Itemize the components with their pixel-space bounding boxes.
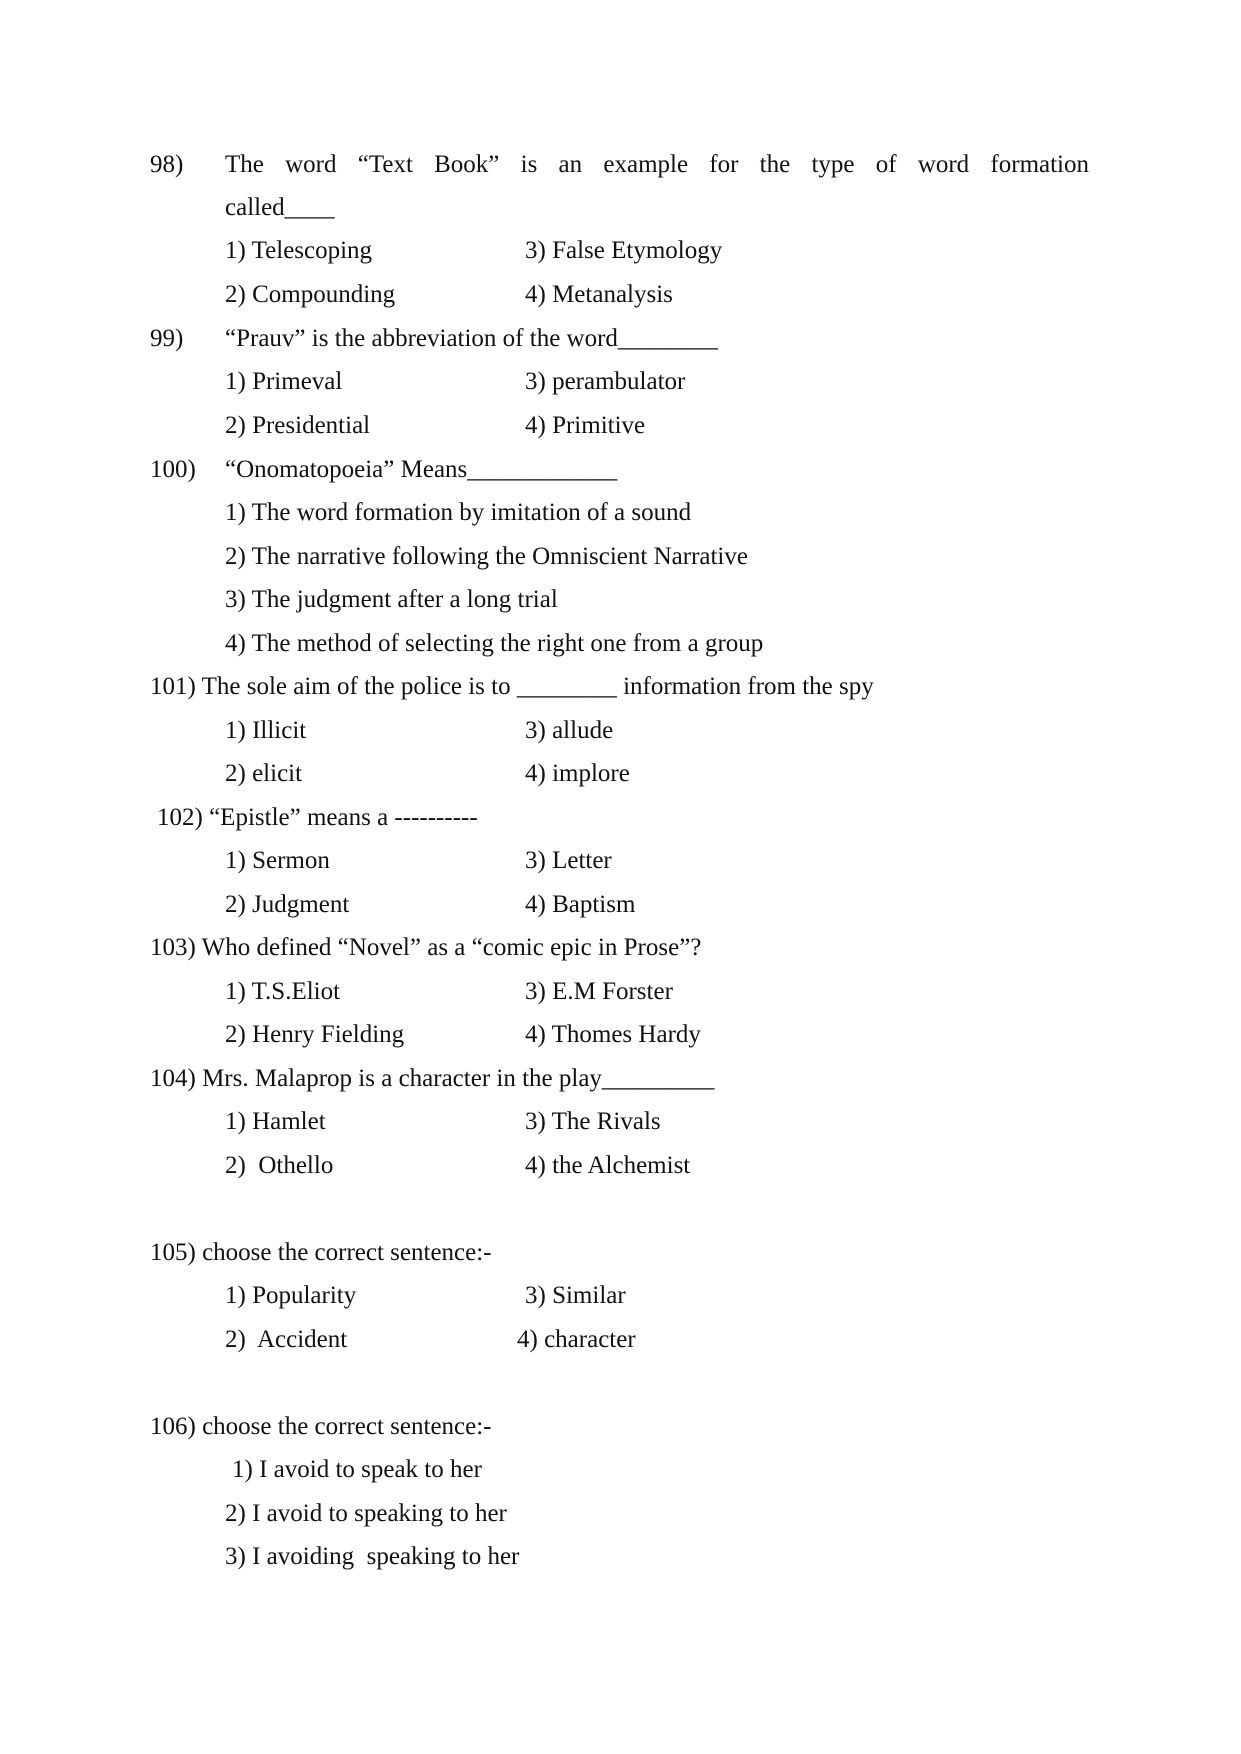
question-number: 100) <box>150 456 196 483</box>
question-text: 104) Mrs. Malaprop is a character in the play_________ <box>150 1065 715 1092</box>
question-text: 102) “Epistle” means a ---------- <box>157 804 478 831</box>
option: 1) Telescoping <box>225 237 373 264</box>
option: 3) perambulator <box>525 368 686 395</box>
option: 4) Primitive <box>525 412 646 439</box>
option: 2) I avoid to speaking to her <box>225 1500 507 1527</box>
option: 4) the Alchemist <box>525 1152 691 1179</box>
option: 1) Illicit <box>225 717 307 744</box>
question-number: 99) <box>150 325 184 352</box>
option: 3) The Rivals <box>525 1108 661 1135</box>
option: 2) Henry Fielding <box>225 1021 405 1048</box>
option: 4) Baptism <box>525 891 636 918</box>
option: 1) Hamlet <box>225 1108 326 1135</box>
question-text: 103) Who defined “Novel” as a “comic epic in Prose”? <box>150 934 702 961</box>
question-text-continued: called____ <box>225 194 335 221</box>
option: 2) Othello <box>225 1152 334 1179</box>
question-text: “Prauv” is the abbreviation of the word________ <box>225 325 718 352</box>
option: 2) Presidential <box>225 412 371 439</box>
option: 3) The judgment after a long trial <box>225 586 558 613</box>
question-text: 105) choose the correct sentence:- <box>150 1239 492 1266</box>
question-text: “Onomatopoeia” Means____________ <box>225 456 618 483</box>
option: 3) E.M Forster <box>525 978 673 1005</box>
option: 3) False Etymology <box>525 237 723 264</box>
option: 1) Sermon <box>225 847 330 874</box>
question-text: 101) The sole aim of the police is to ________ information from the spy <box>150 673 874 700</box>
option: 1) T.S.Eliot <box>225 978 341 1005</box>
option: 4) Metanalysis <box>525 281 673 308</box>
option: 3) Similar <box>525 1282 626 1309</box>
option: 2) Compounding <box>225 281 396 308</box>
option: 2) Accident <box>225 1326 348 1353</box>
option: 4) The method of selecting the right one from a group <box>225 630 764 657</box>
option: 1) The word formation by imitation of a sound <box>225 499 692 526</box>
option: 3) I avoiding speaking to her <box>225 1543 520 1570</box>
option: 1) I avoid to speak to her <box>232 1456 482 1483</box>
option: 2) Judgment <box>225 891 350 918</box>
option: 4) implore <box>525 760 630 787</box>
option: 1) Popularity <box>225 1282 357 1309</box>
option: 2) The narrative following the Omniscient Narrative <box>225 543 748 570</box>
option: 4) character <box>517 1326 636 1353</box>
question-number: 98) <box>150 151 184 178</box>
question-text: The word “Text Book” is an example for the type of word formation <box>225 151 1089 178</box>
option: 3) allude <box>525 717 614 744</box>
option: 4) Thomes Hardy <box>525 1021 701 1048</box>
option: 1) Primeval <box>225 368 343 395</box>
question-text: 106) choose the correct sentence:- <box>150 1413 492 1440</box>
option: 2) elicit <box>225 760 303 787</box>
option: 3) Letter <box>525 847 612 874</box>
